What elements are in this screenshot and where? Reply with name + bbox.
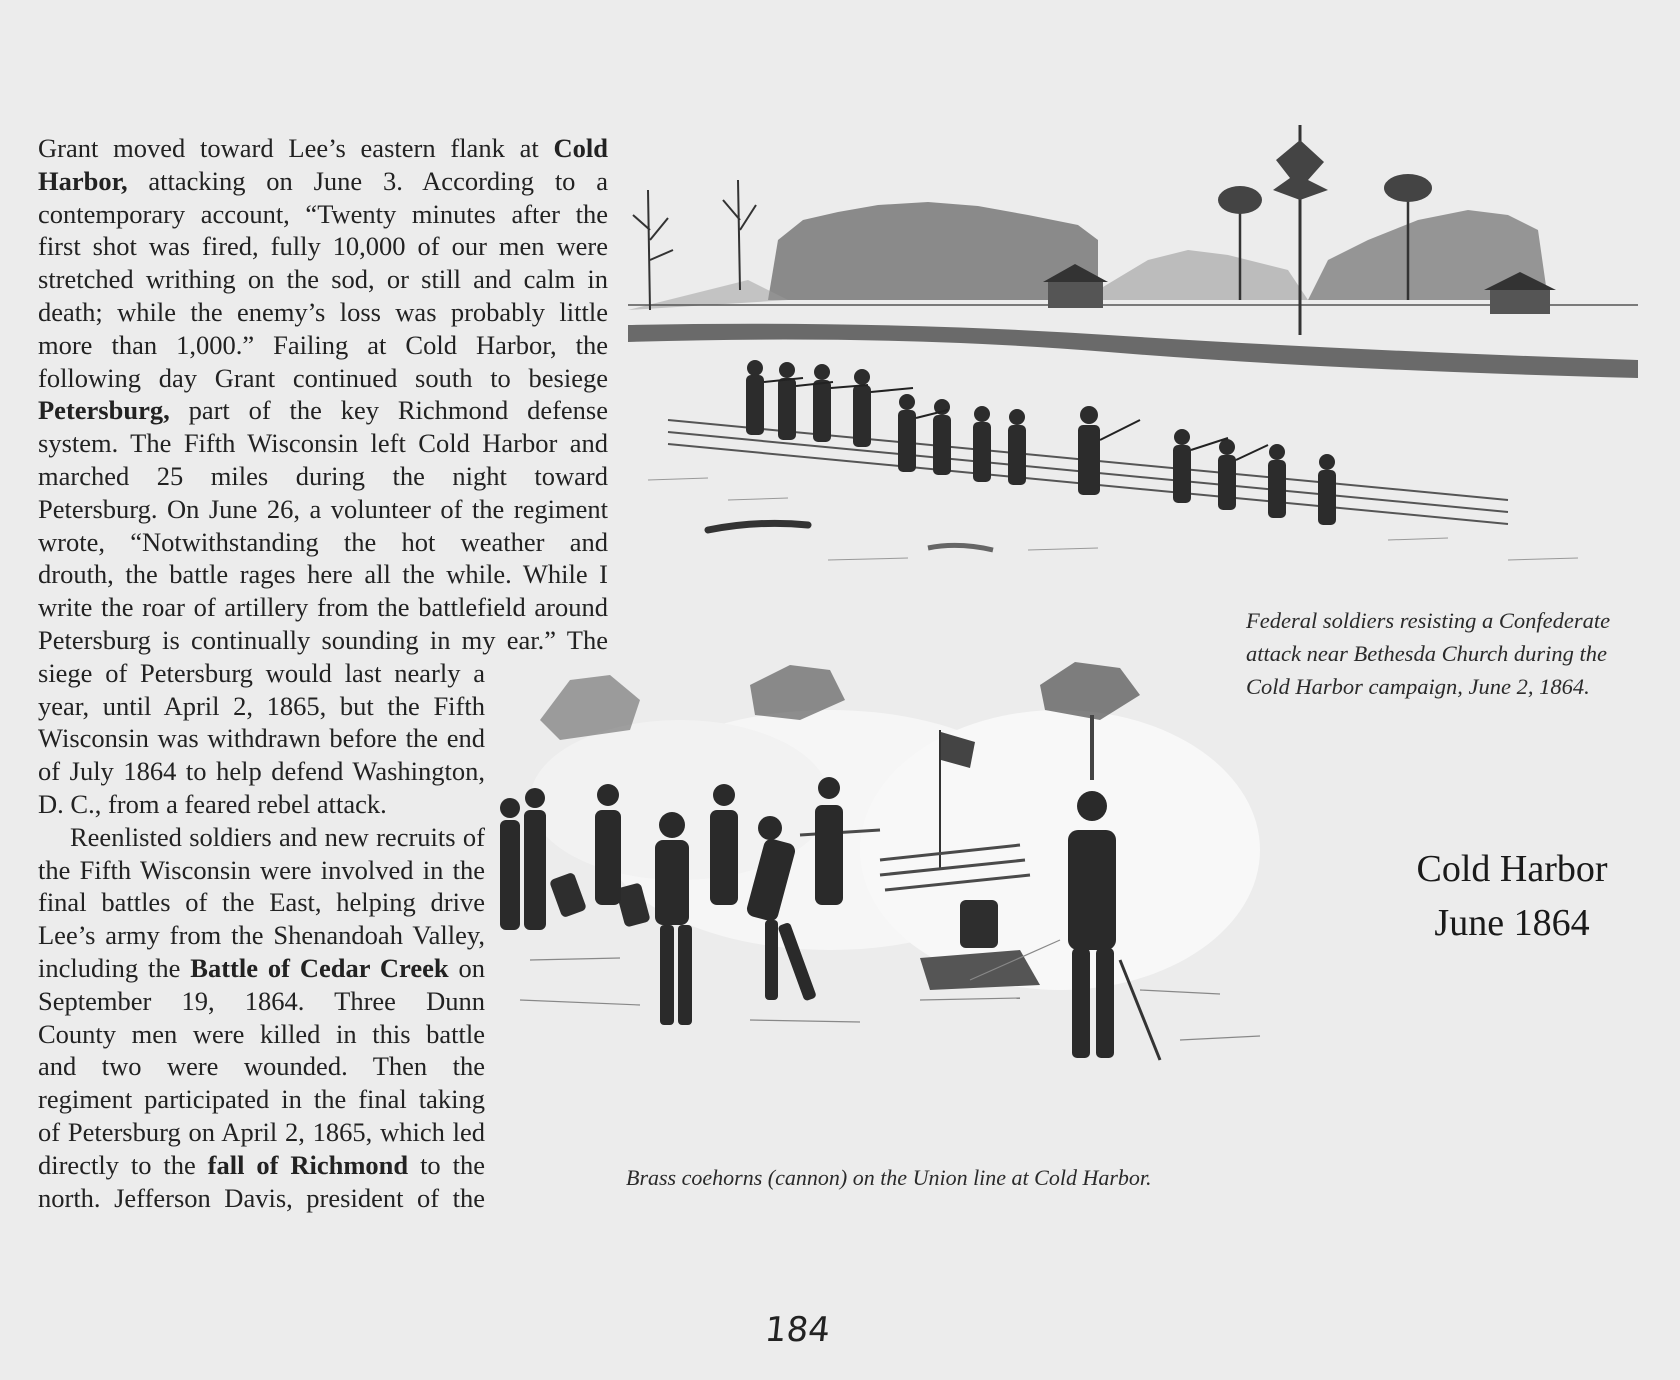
text-line: first shot was fired, fully 10,000 of our men were [38, 231, 608, 262]
text-line: marched 25 miles during the night toward [38, 460, 608, 491]
text-line: Petersburg is continually sounding in my ear.” The [38, 624, 608, 655]
text-line: system. The Fifth Wisconsin left Cold Harbor and [38, 428, 608, 459]
battle-illustration [628, 120, 1638, 590]
text-line: stretched writhing on the sod, or still and calm in [38, 264, 608, 295]
text-line: Harbor, attacking on June 3. According to a [38, 165, 608, 196]
text-line: including the Battle of Cedar Creek on [38, 952, 486, 983]
text-line: Petersburg, part of the key Richmond defense [38, 395, 608, 426]
section-title [1362, 842, 1662, 950]
text-line: year, until April 2, 1865, but the Fifth [38, 690, 485, 721]
text-line: more than 1,000.” Failing at Cold Harbor, the [38, 329, 608, 360]
text-line: final battles of the East, helping drive [38, 887, 485, 918]
text-line: Grant moved toward Lee’s eastern flank at Cold [38, 133, 608, 163]
bottom-illustration-caption: Brass coehorns (cannon) on the Union line at Cold Harbor. [626, 1165, 1152, 1190]
text-line: County men were killed in this battle [38, 1018, 485, 1049]
caption-line: Federal soldiers resisting a Confederate [1246, 608, 1611, 633]
battle-engraving [628, 120, 1638, 590]
text-line: regiment participated in the final taking [38, 1084, 485, 1115]
text-line: of July 1864 to help defend Washington, [38, 756, 485, 787]
caption-line: attack near Bethesda Church during the [1246, 641, 1607, 666]
text-line: the Fifth Wisconsin were involved in the [38, 854, 485, 885]
text-line: contemporary account, “Twenty minutes after the [38, 198, 608, 229]
text-line: and two were wounded. Then the [38, 1051, 485, 1082]
coehorn-illustration [500, 660, 1330, 1150]
text-line: Petersburg. On June 26, a volunteer of the regiment [38, 493, 608, 524]
text-line: wrote, “Notwithstanding the hot weather and [38, 526, 608, 557]
page-number: 184 [762, 1310, 833, 1350]
text-line: drouth, the battle rages here all the while. While I [38, 559, 608, 590]
section-title-line2: June 1864 [1434, 902, 1590, 944]
coehorn-engraving [500, 660, 1330, 1150]
text-line: north. Jefferson Davis, president of the [38, 1182, 485, 1213]
text-line: D. C., from a feared rebel attack. [38, 788, 387, 819]
text-line: Reenlisted soldiers and new recruits of [70, 821, 485, 852]
text-line: Lee’s army from the Shenandoah Valley, [38, 920, 485, 951]
text-line: death; while the enemy’s loss was probably little [38, 296, 608, 327]
text-line: following day Grant continued south to besiege [38, 362, 608, 393]
caption-line: Cold Harbor campaign, June 2, 1864. [1246, 674, 1590, 699]
text-line: September 19, 1864. Three Dunn [38, 985, 485, 1016]
text-line: write the roar of artillery from the battlefield around [38, 592, 608, 623]
text-line: directly to the fall of Richmond to the [38, 1149, 485, 1180]
text-line: siege of Petersburg would last nearly a [38, 657, 485, 688]
text-line: Wisconsin was withdrawn before the end [38, 723, 485, 754]
text-line: of Petersburg on April 2, 1865, which led [38, 1116, 485, 1147]
section-title-line1: Cold Harbor [1416, 848, 1608, 890]
